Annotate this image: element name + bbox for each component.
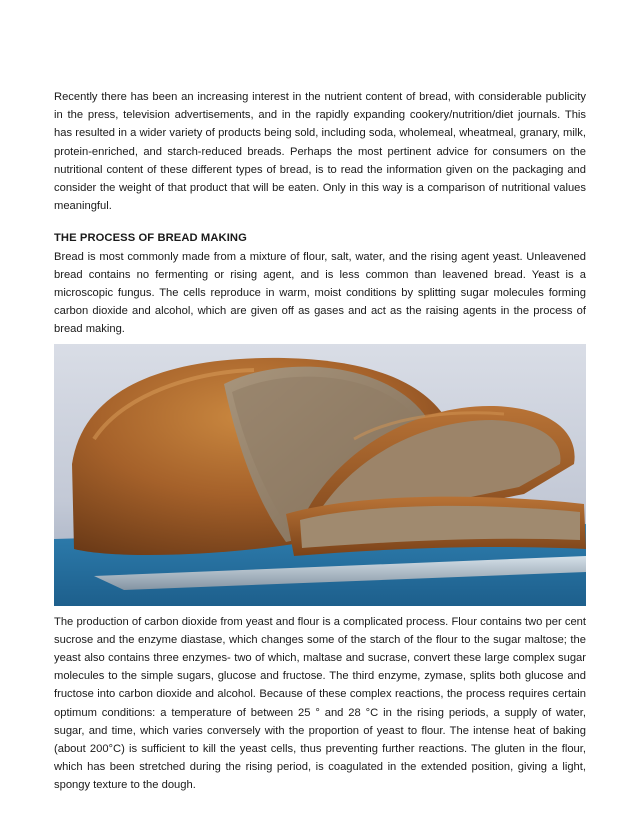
section-paragraph: Bread is most commonly made from a mixture of flour, salt, water, and the rising agent yeast. Unleavened bread contains no fermenting or rising agent, and is less common than leavened bread. Yeast is a microscopic fungus. The cells reproduce in warm, moist conditions by splitting sugar molecules forming carbon dioxide and alcohol, which are given off as gases and act as the raising agents in the process of bread making. (54, 250, 586, 336)
intro-paragraph: Recently there has been an increasing interest in the nutrient content of bread, with considerable publicity in the press, television advertisements, and in the rapidly expanding cookery/nutrition/diet journals. This has resulted in a wider variety of products being sold, including soda, wholemeal, wheatmeal, granary, milk, protein-enriched, and starch-reduced breads. Perhaps the most pertinent advice for consumers on the nutritional content of these different types of bread, is to read the information given on the packaging and consider the weight of that product that will be eaten. Only in this way is a comparison of nutritional values meaningful. (54, 91, 586, 213)
bread-photo (54, 344, 586, 606)
bread-photo-illustration (54, 344, 586, 606)
document-page (54, 88, 586, 795)
process-paragraph: The production of carbon dioxide from yeast and flour is a complicated process. Flour contains two per cent sucrose and the enzyme diastase, which changes some of the starch of the flour to the sugar maltose; the yeast also contains three enzymes- two of which, maltase and sucrase, convert these large complex sugar molecules to the simple sugars, glucose and fructose. The third enzyme, zymase, splits both glucose and fructose into carbon dioxide and alcohol. Because of these complex reactions, the process requires certain optimum conditions: a temperature of between 25 ° and 28 °C in the rising periods, a supply of water, sugar, and time, which varies conversely with the proportion of yeast to flour. The intense heat of baking (about 200°C) is sufficient to kill the yeast cells, thus preventing further reactions. The gluten in the flour, which has been stretched during the rising period, is coagulated in the extended position, giving a light, spongy texture to the dough. (54, 615, 586, 792)
section-heading: THE PROCESS OF BREAD MAKING (54, 232, 247, 245)
